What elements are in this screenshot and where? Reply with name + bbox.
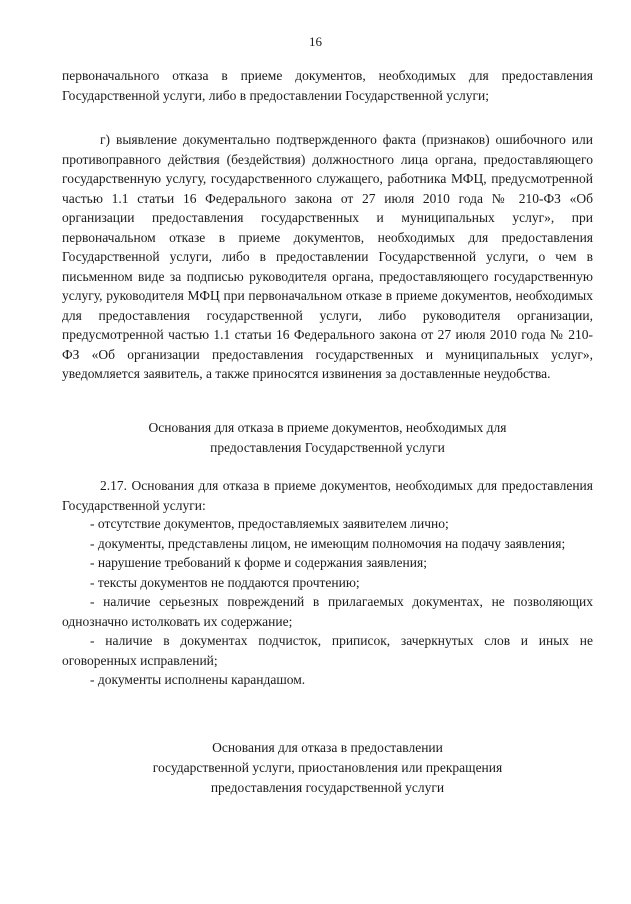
heading-line: государственной услуги, приостановления или прекращения bbox=[152, 760, 503, 775]
list-item: - наличие в документах подчисток, приписок, зачеркнутых слов и иных не оговоренных исправлений; bbox=[62, 633, 593, 668]
heading-line: предоставления Государственной услуги bbox=[210, 440, 445, 455]
section-heading-refusal-documents bbox=[62, 418, 593, 458]
heading-line: предоставления государственной услуги bbox=[210, 780, 445, 795]
refusal-grounds-list bbox=[62, 514, 593, 690]
list-item: - документы исполнены карандашом. bbox=[90, 672, 306, 687]
list-item: - документы, представлены лицом, не имеющим полномочия на подачу заявления; bbox=[90, 535, 566, 551]
heading-line: Основания для отказа в предоставлении bbox=[212, 740, 443, 755]
paragraph-2-17: 2.17. Основания для отказа в приеме документов, необходимых для предоставления Государственной услуги: bbox=[62, 478, 593, 513]
section-heading-refusal-service bbox=[62, 738, 593, 798]
page-number: 16 bbox=[309, 34, 322, 49]
list-item: - тексты документов не поддаются прочтению; bbox=[90, 574, 360, 590]
list-item: - нарушение требований к форме и содержания заявления; bbox=[90, 555, 427, 570]
list-item: - наличие серьезных повреждений в прилагаемых документах, не позволяющих однозначно истолковать их содержание; bbox=[62, 594, 593, 629]
heading-line: Основания для отказа в приеме документов, необходимых для bbox=[148, 420, 507, 435]
list-item: - отсутствие документов, предоставляемых заявителем лично; bbox=[90, 516, 449, 531]
paragraph-item-g: г) выявление документально подтвержденного факта (признаков) ошибочного или противоправного действия (бездействия) должностного лица органа, предоставляющего государственную услугу, государственного служащего, работника МФЦ, предусмотренной частью 1.1 статьи 16 Федерального закона от 27 июля 2010 года № 210-ФЗ «Об организации предоставления государственных и муниципальных услуг», при первоначальном отказе в приеме документов, необходимых для предоставления Государственной услуги, либо в предоставлении Государственной услуги, о чем в письменном виде за подписью руководителя органа, предоставляющего государственную услугу, руководителя МФЦ при первоначальном отказе в приеме документов, необходимых для предоставления государственной услуги, либо руководителя организации, предусмотренной частью 1.1 статьи 16 Федерального закона от 27 июля 2010 года № 210-ФЗ «Об организации предоставления государственных и муниципальных услуг», уведомляется заявитель, а также приносятся извинения за доставленные неудобства. bbox=[62, 132, 593, 381]
paragraph-continuation: первоначального отказа в приеме документов, необходимых для предоставления Государственной услуги, либо в предоставлении Государственной услуги; bbox=[62, 68, 593, 103]
